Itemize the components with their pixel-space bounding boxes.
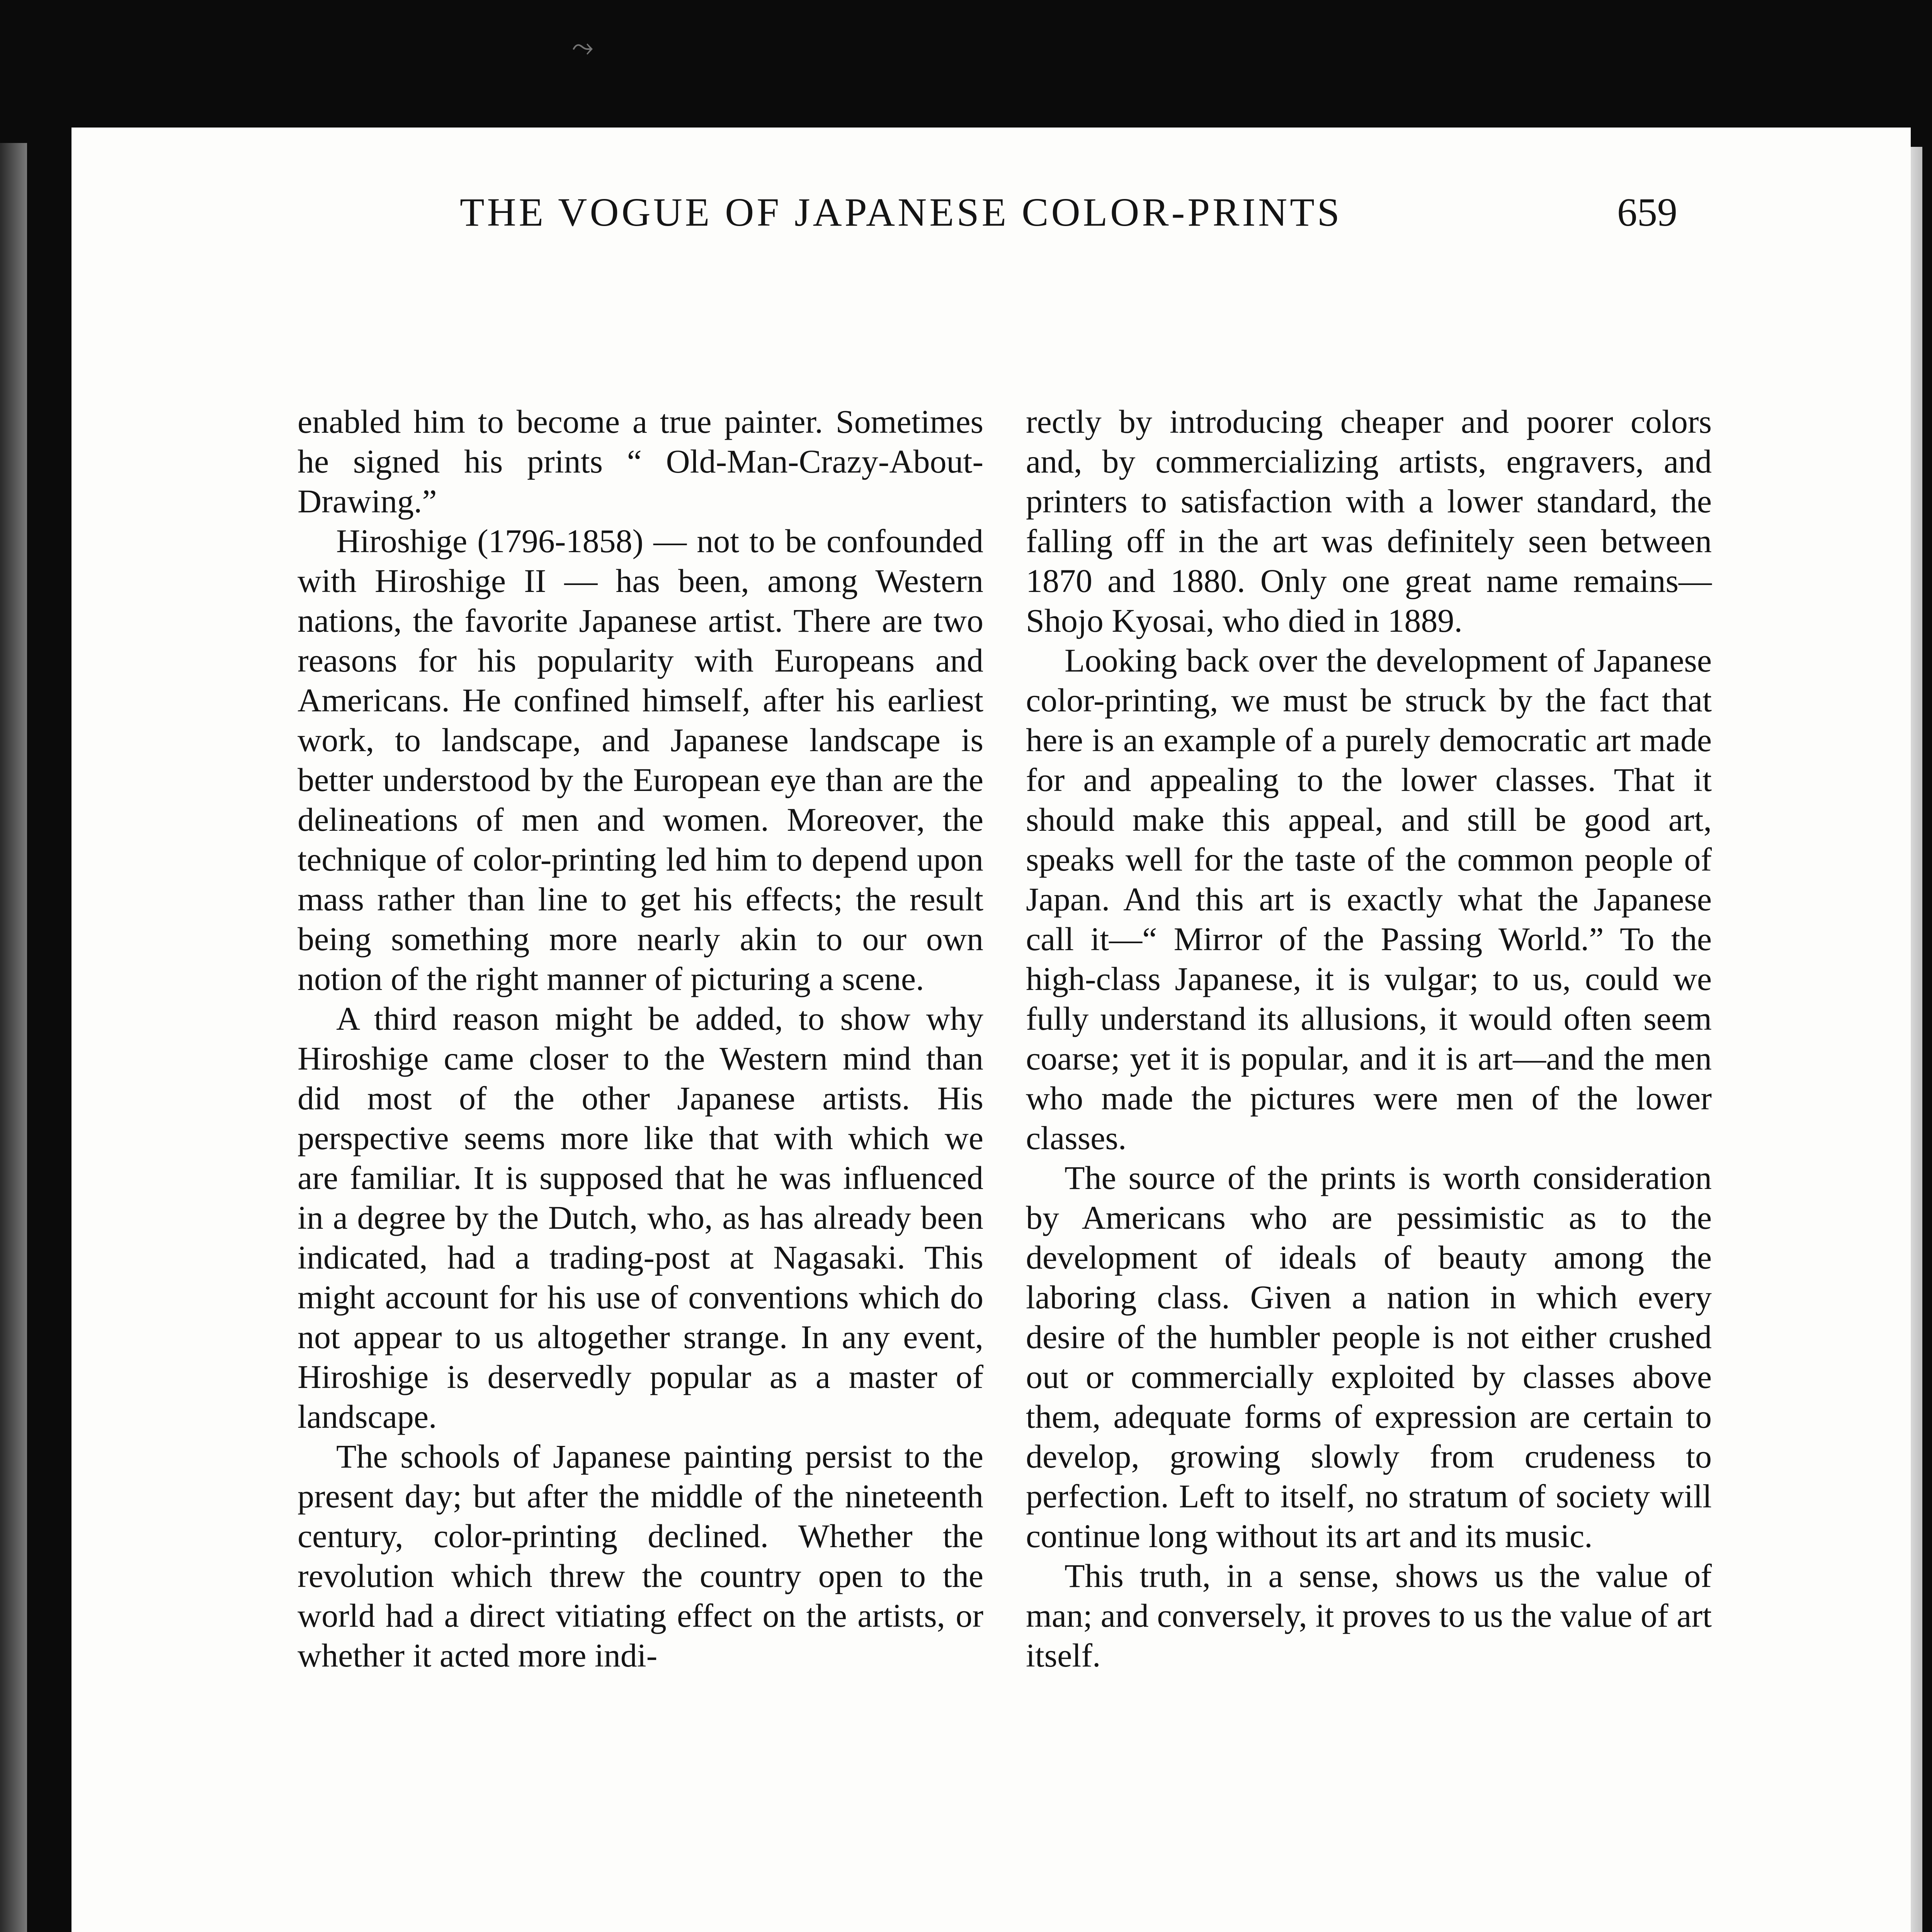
paragraph: enabled him to become a true painter. Sometimes he signed his prints “ Old-Man-Crazy-About-Drawing.”	[298, 403, 983, 520]
paragraph: The schools of Japanese painting persist to the present day; but after the middle of the nineteenth century, color-printing declined. Whether the revolution which threw the country open to the world had a direct vitiating effect on the artists, or whether it acted more indi-	[298, 1438, 983, 1674]
adjacent-page-edge	[0, 143, 27, 1932]
page-number: 659	[1617, 190, 1677, 235]
left-column	[298, 402, 983, 1675]
paragraph: The source of the prints is worth consideration by Americans who are pessimistic as to the development of ideals of beauty among the laboring class. Given a nation in which every desire of the humbler people is not either crushed out or commercially exploited by classes above them, adequate forms of expression are certain to develop, growing slowly from crudeness to perfection. Left to itself, no stratum of society will continue long without its art and its music.	[1026, 1159, 1712, 1554]
paragraph: Looking back over the development of Japanese color-printing, we must be struck by the fact that here is an example of a purely democratic art made for and appealing to the lower classes. That it should make this appeal, and still be good art, speaks well for the taste of the common people of Japan. And this art is exactly what the Japanese call it—“ Mirror of the Passing World.” To the high-class Japanese, it is vulgar; to us, could we fully understand its allusions, it would often seem coarse; yet it is popular, and it is art—and the men who made the pictures were men of the lower classes.	[1026, 642, 1712, 1156]
paragraph: This truth, in a sense, shows us the value of man; and conversely, it proves to us the value of art itself.	[1026, 1557, 1712, 1674]
right-column	[1026, 402, 1712, 1675]
paragraph: rectly by introducing cheaper and poorer colors and, by commercializing artists, engravers, and printers to satisfaction with a lower standard, the falling off in the art was definitely seen between 1870 and 1880. Only one great name remains—Shojo Kyosai, who died in 1889.	[1026, 403, 1712, 639]
running-title: THE VOGUE OF JAPANESE COLOR-PRINTS	[460, 190, 1342, 235]
paragraph: Hiroshige (1796-1858) — not to be confounded with Hiroshige II — has been, among Western nations, the favorite Japanese artist. There are two reasons for his popularity with Europeans and Americans. He confined himself, after his earliest work, to landscape, and Japanese landscape is better understood by the European eye than are the delineations of men and women. Moreover, the technique of color-printing led him to depend upon mass rather than line to get his effects; the result being something more nearly akin to our own notion of the right manner of picturing a scene.	[298, 522, 983, 997]
scan-mark-icon: ⤳	[572, 31, 594, 63]
paragraph: A third reason might be added, to show why Hiroshige came closer to the Western mind than did most of the other Japanese artists. His perspective seems more like that with which we are familiar. It is supposed that he was influenced in a degree by the Dutch, who, as has already been indicated, had a trading-post at Nagasaki. This might account for his use of conventions which do not appear to us altogether strange. In any event, Hiroshige is deservedly popular as a master of landscape.	[298, 1000, 983, 1435]
